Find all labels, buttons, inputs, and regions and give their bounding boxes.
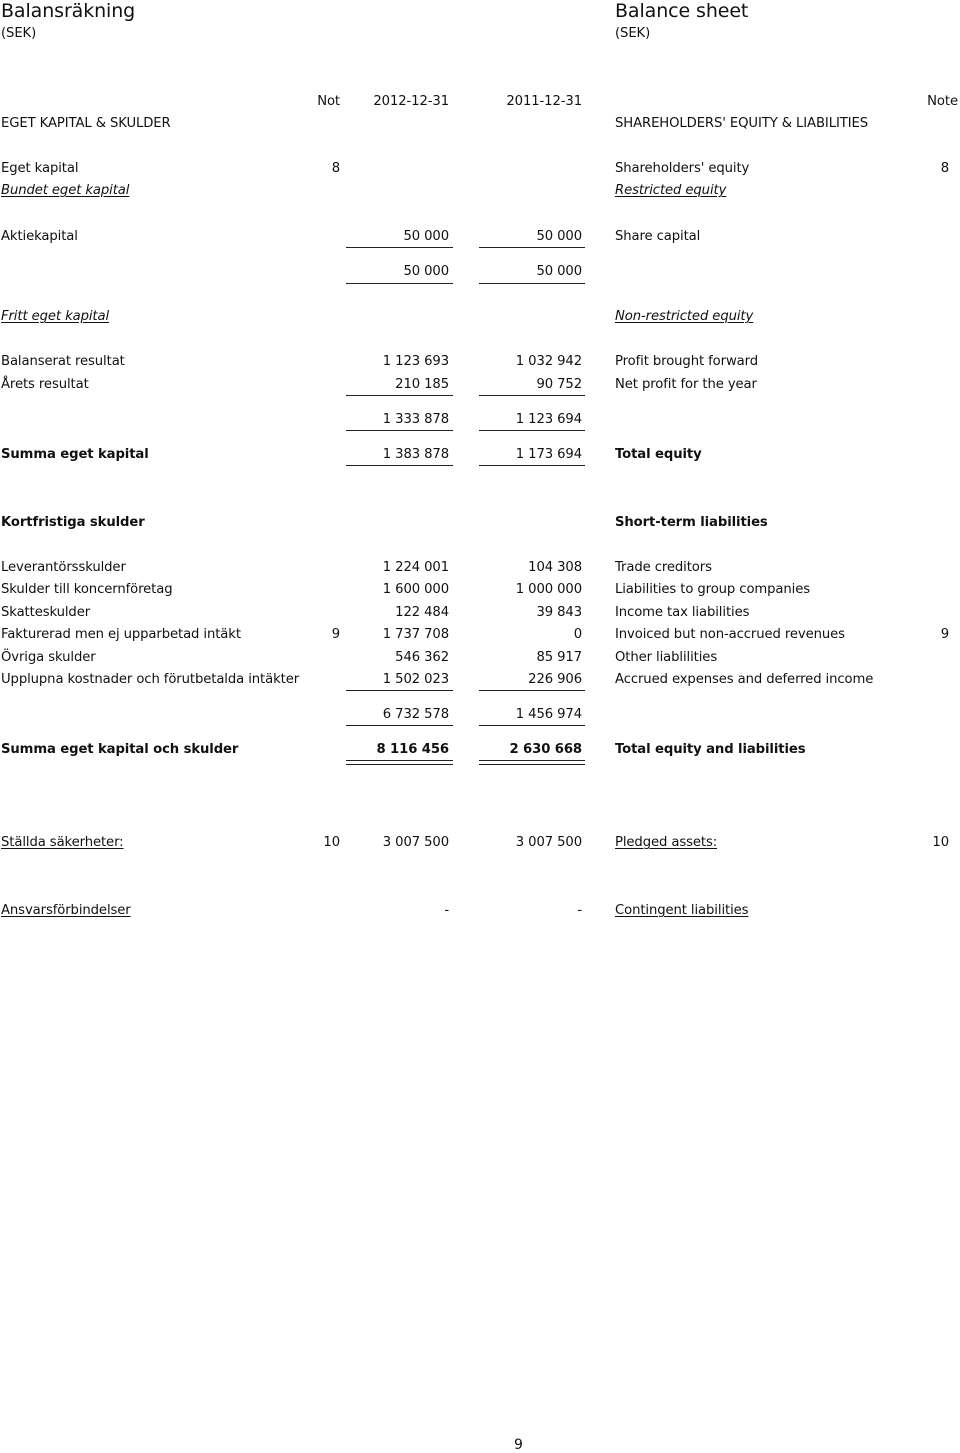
liabilities-subtotal-2011: 1 456 974 <box>515 707 582 722</box>
nonrestricted-equity-heading-sv: Fritt eget kapital <box>1 309 110 324</box>
column-header-note: Note <box>927 94 958 109</box>
liability-label-en: Invoiced but non-accrued revenues <box>615 627 845 642</box>
contingent-label-en: Contingent liabilities <box>615 903 749 918</box>
contingent-2011: - <box>577 903 582 918</box>
liability-label-en: Liabilities to group companies <box>615 582 811 597</box>
liability-value-2011: 104 308 <box>528 560 582 575</box>
grand-total-label-sv: Summa eget kapital och skulder <box>1 742 239 757</box>
year-result-label-sv: Årets resultat <box>1 377 89 392</box>
liability-value-2011: 0 <box>573 627 582 642</box>
nonrestricted-subtotal-2011: 1 123 694 <box>515 412 582 427</box>
column-header-not: Not <box>317 94 340 109</box>
total-equity-2012: 1 383 878 <box>382 447 449 462</box>
column-header-2011: 2011-12-31 <box>506 94 582 109</box>
section-heading-sv: EGET KAPITAL & SKULDER <box>1 116 171 131</box>
total-equity-label-sv: Summa eget kapital <box>1 447 149 462</box>
liabilities-subtotal-2012: 6 732 578 <box>382 707 449 722</box>
year-result-label-en: Net profit for the year <box>615 377 757 392</box>
liability-value-2012: 1 600 000 <box>382 582 449 597</box>
grand-total-2011: 2 630 668 <box>509 742 582 757</box>
share-capital-label-sv: Aktiekapital <box>1 229 78 244</box>
liability-value-2012: 1 737 708 <box>382 627 449 642</box>
equity-not: 8 <box>331 161 340 176</box>
liability-note: 9 <box>940 627 949 642</box>
subtotal-rule <box>346 690 453 691</box>
currency-label-sv: (SEK) <box>1 26 37 41</box>
subtotal-rule <box>346 430 453 431</box>
subtotal-rule <box>479 247 585 248</box>
nonrestricted-equity-heading-en: Non-restricted equity <box>615 309 754 324</box>
liability-label-en: Income tax liabilities <box>615 605 750 620</box>
pledged-assets-label-en: Pledged assets: <box>615 835 718 850</box>
page-title-en: Balance sheet <box>615 0 749 22</box>
share-capital-label-en: Share capital <box>615 229 701 244</box>
contingent-2012: - <box>444 903 449 918</box>
pledged-assets-label-sv: Ställda säkerheter: <box>1 835 124 850</box>
liability-label-sv: Upplupna kostnader och förutbetalda intäkter <box>1 672 300 687</box>
double-rule <box>479 760 585 761</box>
grand-total-2012: 8 116 456 <box>376 742 449 757</box>
subtotal-rule <box>346 395 453 396</box>
liability-value-2011: 39 843 <box>536 605 582 620</box>
liability-value-2012: 1 502 023 <box>382 672 449 687</box>
share-capital-2012: 50 000 <box>403 229 449 244</box>
restricted-subtotal-2012: 50 000 <box>403 264 449 279</box>
page-title-sv: Balansräkning <box>1 0 136 22</box>
double-rule <box>479 764 585 765</box>
retained-2011: 1 032 942 <box>515 354 582 369</box>
subtotal-rule <box>479 725 585 726</box>
double-rule <box>346 764 453 765</box>
liability-value-2012: 122 484 <box>395 605 449 620</box>
double-rule <box>346 760 453 761</box>
subtotal-rule <box>479 465 585 466</box>
pledged-assets-note: 10 <box>932 835 949 850</box>
liabilities-heading-sv: Kortfristiga skulder <box>1 515 145 530</box>
grand-total-label-en: Total equity and liabilities <box>615 742 806 757</box>
liability-value-2012: 1 224 001 <box>382 560 449 575</box>
equity-heading-sv: Eget kapital <box>1 161 79 176</box>
liability-label-en: Accrued expenses and deferred income <box>615 672 874 687</box>
total-equity-label-en: Total equity <box>615 447 702 462</box>
column-header-2012: 2012-12-31 <box>373 94 449 109</box>
retained-label-en: Profit brought forward <box>615 354 758 369</box>
subtotal-rule <box>479 283 585 284</box>
pledged-assets-not: 10 <box>323 835 340 850</box>
equity-note: 8 <box>940 161 949 176</box>
contingent-label-sv: Ansvarsförbindelser <box>1 903 131 918</box>
year-result-2012: 210 185 <box>395 377 449 392</box>
subtotal-rule <box>479 395 585 396</box>
equity-heading-en: Shareholders' equity <box>615 161 750 176</box>
liability-value-2011: 1 000 000 <box>515 582 582 597</box>
subtotal-rule <box>479 430 585 431</box>
currency-label-en: (SEK) <box>615 26 651 41</box>
nonrestricted-subtotal-2012: 1 333 878 <box>382 412 449 427</box>
liability-label-sv: Fakturerad men ej upparbetad intäkt <box>1 627 241 642</box>
liability-label-sv: Övriga skulder <box>1 650 96 665</box>
pledged-assets-2012: 3 007 500 <box>382 835 449 850</box>
liability-value-2012: 546 362 <box>395 650 449 665</box>
retained-label-sv: Balanserat resultat <box>1 354 125 369</box>
liability-label-sv: Leverantörsskulder <box>1 560 126 575</box>
subtotal-rule <box>346 283 453 284</box>
restricted-equity-heading-en: Restricted equity <box>615 183 727 198</box>
subtotal-rule <box>346 247 453 248</box>
total-equity-2011: 1 173 694 <box>515 447 582 462</box>
liability-label-sv: Skatteskulder <box>1 605 91 620</box>
page-number: 9 <box>514 1437 523 1453</box>
liability-label-en: Other liablilities <box>615 650 718 665</box>
pledged-assets-2011: 3 007 500 <box>515 835 582 850</box>
liability-value-2011: 85 917 <box>536 650 582 665</box>
restricted-equity-heading-sv: Bundet eget kapital <box>1 183 130 198</box>
restricted-subtotal-2011: 50 000 <box>536 264 582 279</box>
liability-label-en: Trade creditors <box>615 560 712 575</box>
subtotal-rule <box>346 465 453 466</box>
liability-value-2011: 226 906 <box>528 672 582 687</box>
subtotal-rule <box>479 690 585 691</box>
year-result-2011: 90 752 <box>536 377 582 392</box>
subtotal-rule <box>346 725 453 726</box>
section-heading-en: SHAREHOLDERS' EQUITY & LIABILITIES <box>615 116 868 131</box>
liability-label-sv: Skulder till koncernföretag <box>1 582 173 597</box>
share-capital-2011: 50 000 <box>536 229 582 244</box>
retained-2012: 1 123 693 <box>382 354 449 369</box>
liability-not: 9 <box>331 627 340 642</box>
liabilities-heading-en: Short-term liabilities <box>615 515 768 530</box>
